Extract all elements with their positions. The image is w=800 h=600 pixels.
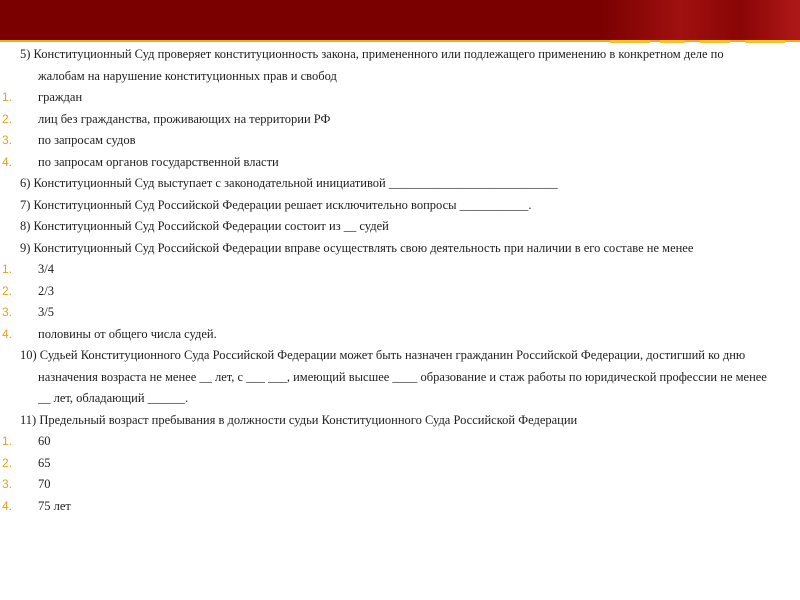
- item-text: 3/4: [38, 262, 54, 276]
- accent-dash: [610, 40, 650, 43]
- accent-dash: [745, 40, 785, 43]
- list-item: [0, 431, 800, 453]
- question-text: 11) Предельный возраст пребывания в должности судьи Конституционного Суда Российской Федерации: [20, 412, 578, 427]
- header-stripe: [600, 0, 800, 40]
- item-number: 3.: [2, 133, 13, 147]
- question-text: 8) Конституционный Суд Российской Федерации состоит из __ судей: [20, 219, 389, 233]
- item-text: лиц без гражданства, проживающих на территории РФ: [38, 111, 331, 126]
- item-number: 2.: [2, 455, 13, 470]
- question-text: 5) Конституционный Суд проверяет конституционность закона, примененного или подлежащего применению в конкретном деле по жалобам на нарушение конституционных прав и свобод: [20, 47, 724, 83]
- item-number: 2.: [2, 111, 13, 126]
- item-text: 65: [38, 455, 51, 470]
- question-text: 9) Конституционный Суд Российской Федерации вправе осуществлять свою деятельность при наличии в его составе не менее: [20, 240, 694, 255]
- item-number: 4.: [2, 154, 13, 169]
- list-item: [0, 87, 800, 109]
- item-text: граждан: [38, 90, 83, 104]
- list-item: [0, 259, 800, 281]
- header-banner: [0, 0, 800, 40]
- slide-body: [0, 44, 800, 517]
- item-text: половины от общего числа судей.: [38, 326, 217, 341]
- question-text: 6) Конституционный Суд выступает с законодательной инициативой ___________________________: [20, 176, 558, 190]
- list-item: [0, 130, 800, 152]
- item-number: 1.: [2, 262, 13, 276]
- list-item: [0, 302, 800, 324]
- list-item: [0, 109, 800, 131]
- accent-dash: [700, 40, 730, 43]
- item-number: 4.: [2, 498, 13, 513]
- item-number: 1.: [2, 90, 13, 104]
- list-item: [0, 281, 800, 303]
- item-number: 3.: [2, 477, 13, 491]
- item-text: 75 лет: [38, 498, 71, 513]
- item-text: 2/3: [38, 283, 54, 298]
- question-text: 10) Судьей Конституционного Суда Российской Федерации может быть назначен гражданин Российской Федерации, достигший ко дню назначения возраста не менее __ лет, с ___ ___, имеющий высшее ____ образование и стаж работы по юридической профессии не менее __ лет, обладающий ______.: [20, 348, 767, 405]
- item-number: 1.: [2, 434, 13, 448]
- item-text: по запросам судов: [38, 133, 136, 147]
- list-item: [0, 474, 800, 496]
- question-text: 7) Конституционный Суд Российской Федерации решает исключительно вопросы ___________.: [20, 197, 532, 212]
- item-text: 3/5: [38, 305, 54, 319]
- list-item: [0, 152, 800, 174]
- list-item: [0, 324, 800, 346]
- item-number: 2.: [2, 283, 13, 298]
- item-text: 60: [38, 434, 51, 448]
- list-item: [0, 496, 800, 518]
- item-text: 70: [38, 477, 51, 491]
- item-number: 4.: [2, 326, 13, 341]
- list-item: [0, 453, 800, 475]
- item-text: по запросам органов государственной власти: [38, 154, 279, 169]
- accent-dash: [660, 40, 685, 43]
- item-number: 3.: [2, 305, 13, 319]
